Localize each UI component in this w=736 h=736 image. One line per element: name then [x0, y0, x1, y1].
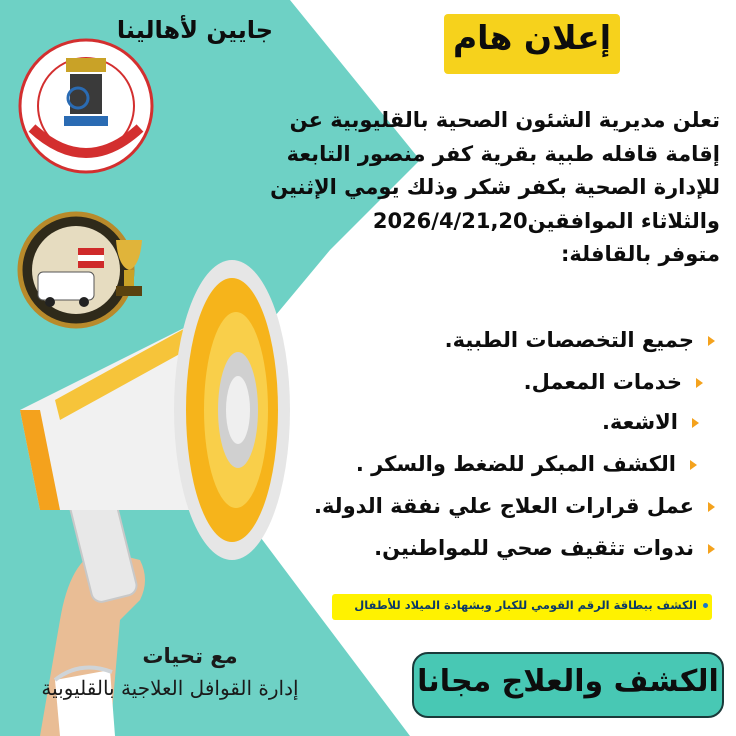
bullet-icon: [690, 460, 697, 470]
medical-caravans-logo: [14, 200, 154, 346]
id-requirement-note: الكشف ببطاقة الرقم القومي للكبار وبشهادة الميلاد للأطفال: [338, 598, 708, 612]
bullet-icon: [692, 418, 699, 428]
free-service-label: الكشف والعلاج مجانا: [417, 664, 719, 699]
slogan-text: جايين لأهالينا: [116, 16, 274, 44]
list-item: ندوات تثقيف صحي للمواطنين.: [374, 536, 715, 560]
body-line: تعلن مديرية الشئون الصحية بالقليوبية عن: [289, 108, 720, 132]
list-item: الكشف المبكر للضغط والسكر .: [356, 452, 697, 476]
services-heading: متوفر بالقافلة:: [561, 242, 720, 266]
bullet-icon: [703, 603, 708, 608]
greeting-text: مع تحيات: [142, 644, 238, 668]
bullet-icon: [708, 544, 715, 554]
announcement-title: إعلان هام: [452, 18, 612, 57]
bullet-icon: [708, 336, 715, 346]
body-line: والثلاثاء الموافقين2026/4/21,20: [372, 208, 720, 233]
list-item: الاشعة.: [602, 410, 699, 434]
list-item: جميع التخصصات الطبية.: [445, 328, 715, 352]
signature-text: إدارة القوافل العلاجية بالقليوبية: [41, 676, 299, 700]
ministry-of-health-logo: [18, 38, 154, 174]
body-line: إقامة قافله طبية بقرية كفر منصور التابعة: [286, 141, 720, 166]
announcement-body: [270, 104, 720, 272]
bullet-icon: [708, 502, 715, 512]
body-line: للإدارة الصحية بكفر شكر وذلك يومي الإثنين: [270, 175, 720, 199]
bullet-icon: [696, 378, 703, 388]
list-item: عمل قرارات العلاج علي نفقة الدولة.: [314, 494, 715, 518]
list-item: خدمات المعمل.: [524, 370, 703, 394]
